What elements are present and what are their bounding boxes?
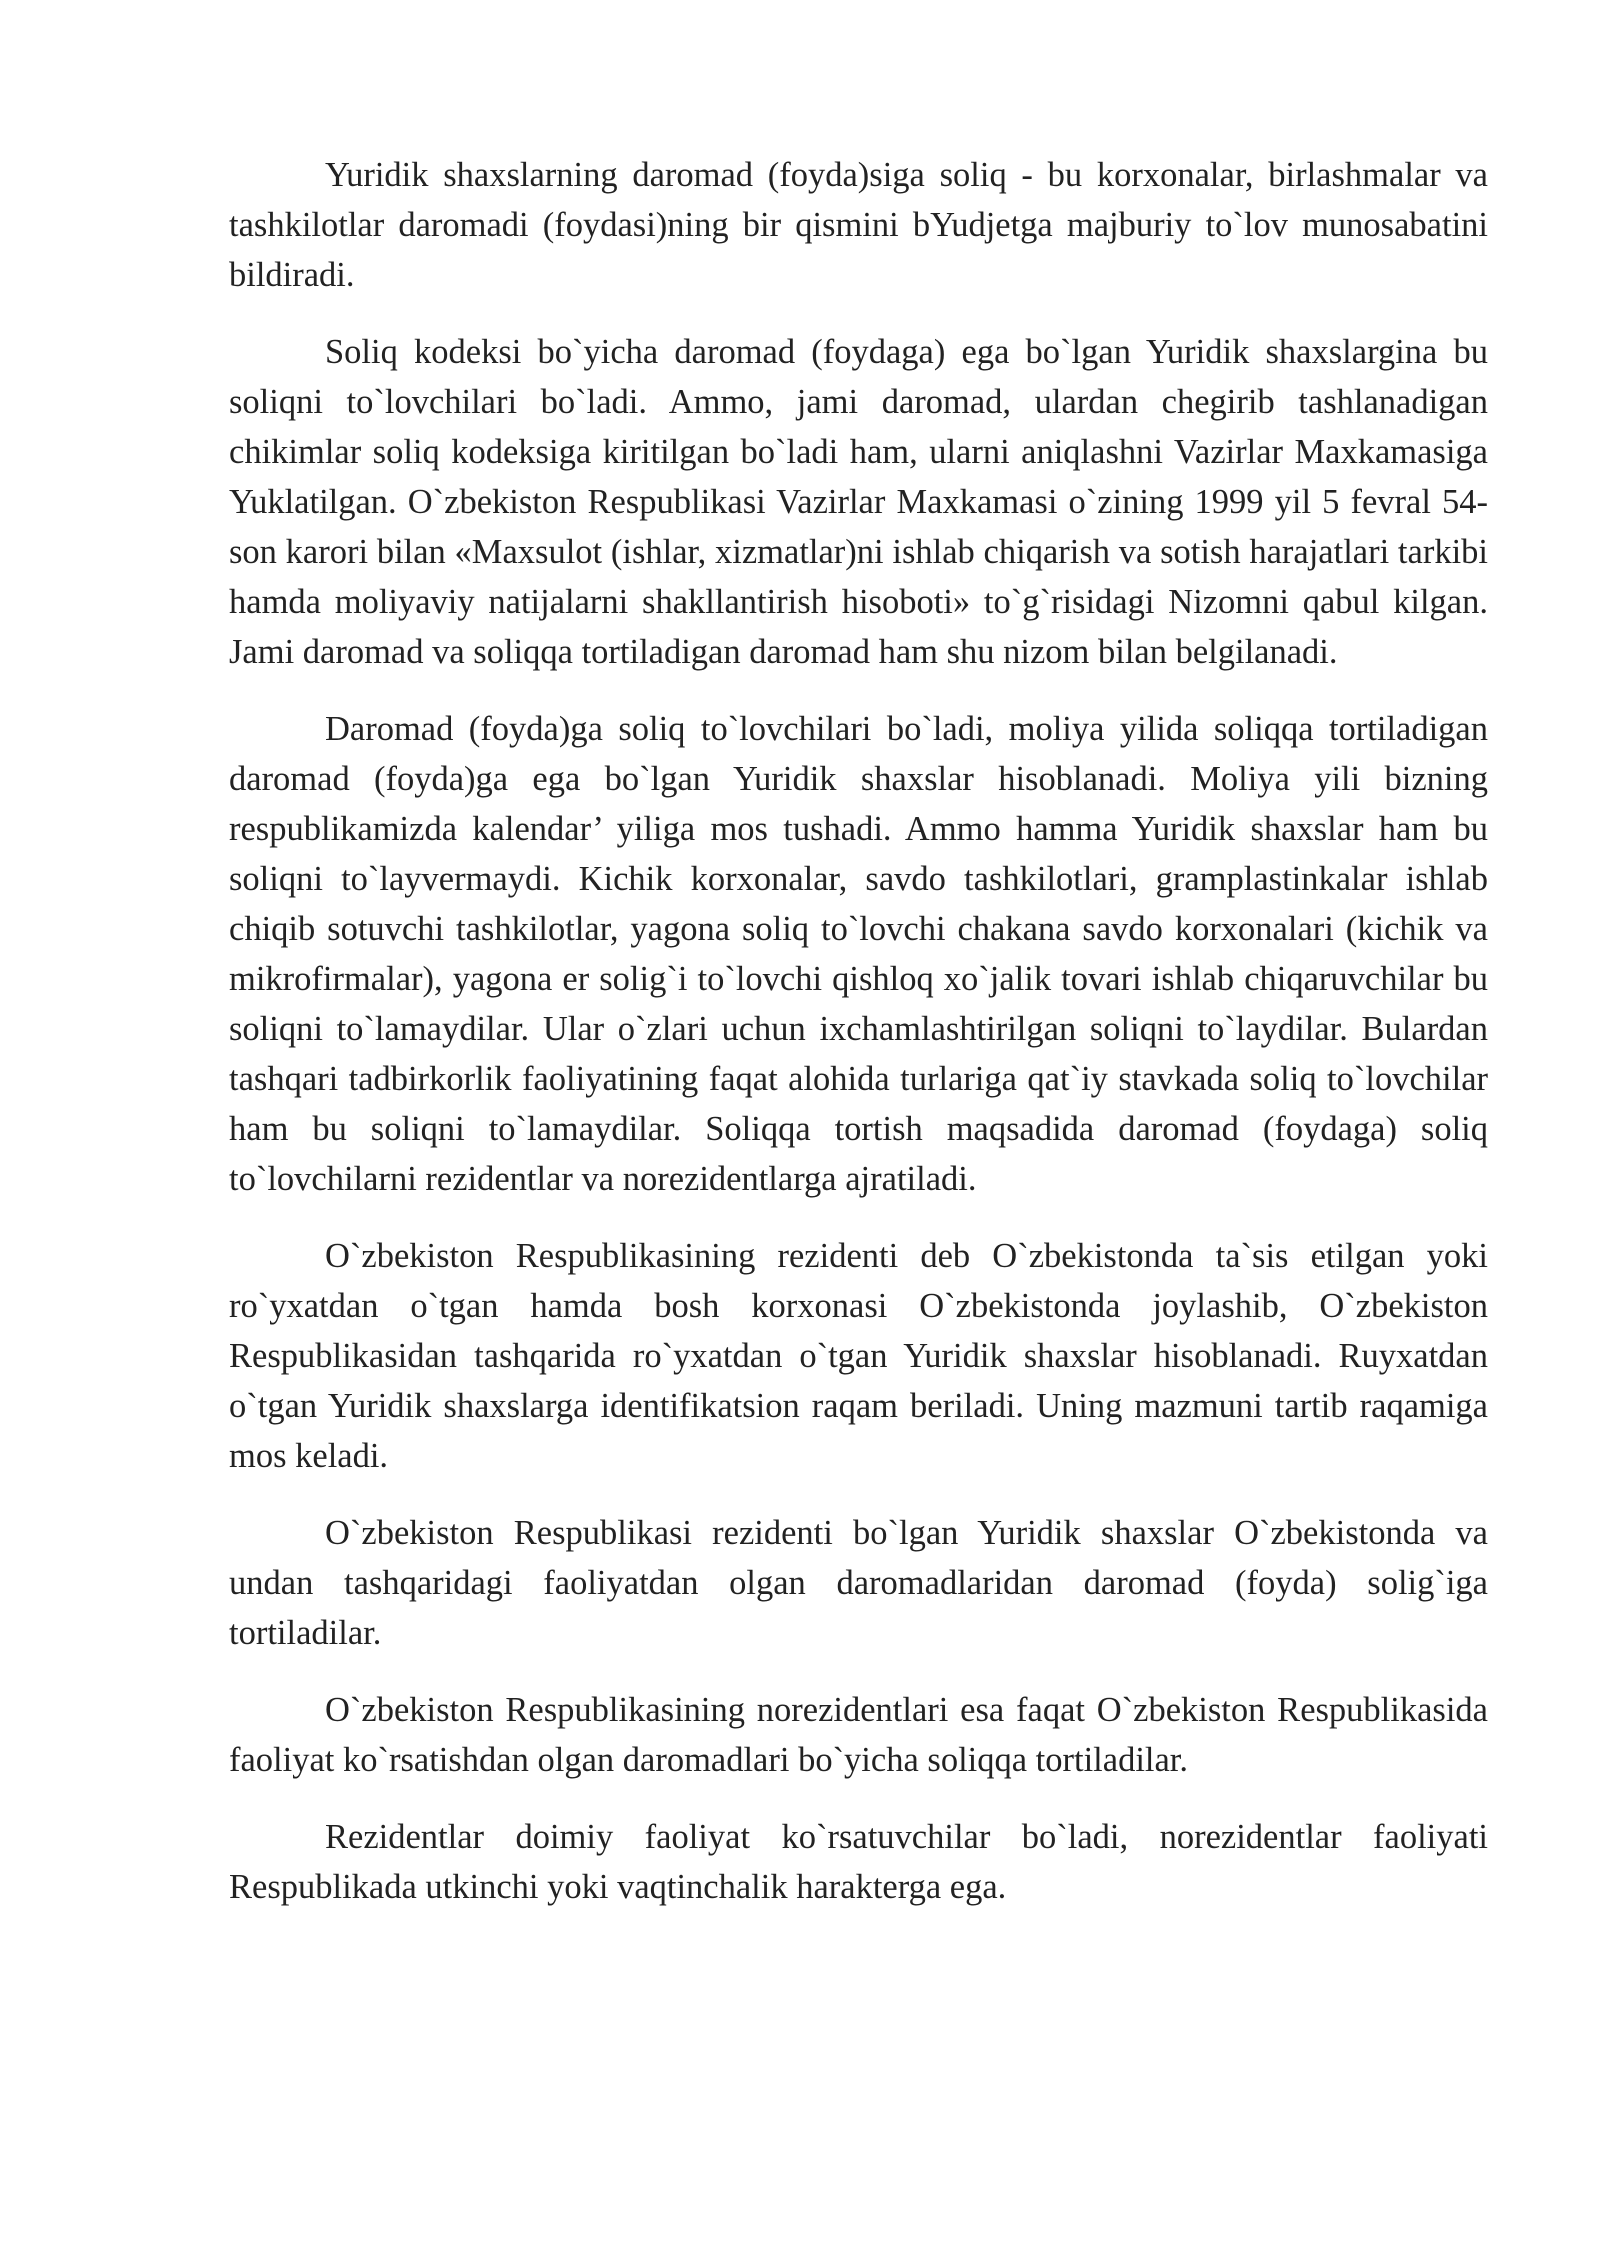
paragraph-4: O`zbekiston Respublikasining rezidenti deb O`zbekistonda ta`sis etilgan yoki ro`yxatdan o`tgan hamda bosh korxonasi O`zbekistonda joylashib, O`zbekiston Respublikasidan tashqarida ro`yxatdan o`tgan Yuridik shaxslar hisoblanadi. Ruyxatdan o`tgan Yuridik shaxslarga identifikatsion raqam beriladi. Uning mazmuni tartib raqamiga mos keladi.	[229, 1237, 1488, 1475]
paragraph-5: O`zbekiston Respublikasi rezidenti bo`lgan Yuridik shaxslar O`zbekistonda va undan tashqaridagi faoliyatdan olgan daromadlaridan daromad (foyda) solig`iga tortiladilar.	[229, 1514, 1488, 1652]
paragraph-6: O`zbekiston Respublikasining norezidentlari esa faqat O`zbekiston Respublikasida faoliyat ko`rsatishdan olgan daromadlari bo`yicha soliqqa tortiladilar.	[229, 1691, 1488, 1779]
paragraph-7: Rezidentlar doimiy faoliyat ko`rsatuvchilar bo`ladi, norezidentlar faoliyati Respublikada utkinchi yoki vaqtinchalik harakterga ega.	[229, 1818, 1488, 1906]
paragraph-2: Soliq kodeksi bo`yicha daromad (foydaga) ega bo`lgan Yuridik shaxslargina bu soliqni to`lovchilari bo`ladi. Ammo, jami daromad, ulardan chegirib tashlanadigan chikimlar soliq kodeksiga kiritilgan bo`ladi ham, ularni aniqlashni Vazirlar Maxkamasiga Yuklatilgan. O`zbekiston Respublikasi Vazirlar Maxkamasi o`zining 1999 yil 5 fevral 54-son karori bilan «Maxsulot (ishlar, xizmatlar)ni ishlab chiqarish va sotish harajatlari tarkibi hamda moliyaviy natijalarni shakllantirish hisoboti» to`g`risidagi Nizomni qabul kilgan. Jami daromad va soliqqa tortiladigan daromad ham shu nizom bilan belgilanadi.	[229, 333, 1488, 671]
document-body	[229, 150, 1488, 1939]
paragraph-3: Daromad (foyda)ga soliq to`lovchilari bo`ladi, moliya yilida soliqqa tortiladigan daromad (foyda)ga ega bo`lgan Yuridik shaxslar hisoblanadi. Moliya yili bizning respublikamizda kalendar’ yiliga mos tushadi. Ammo hamma Yuridik shaxslar ham bu soliqni to`layvermaydi. Kichik korxonalar, savdo tashkilotlari, gramplastinkalar ishlab chiqib sotuvchi tashkilotlar, yagona soliq to`lovchi chakana savdo korxonalari (kichik va mikrofirmalar), yagona er solig`i to`lovchi qishloq xo`jalik tovari ishlab chiqaruvchilar bu soliqni to`lamaydilar. Ular o`zlari uchun ixchamlashtirilgan soliqni to`laydilar. Bulardan tashqari tadbirkorlik faoliyatining faqat alohida turlariga qat`iy stavkada soliq to`lovchilar ham bu soliqni to`lamaydilar. Soliqqa tortish maqsadida daromad (foydaga) soliq to`lovchilarni rezidentlar va norezidentlarga ajratiladi.	[229, 710, 1488, 1198]
paragraph-1: Yuridik shaxslarning daromad (foyda)siga soliq - bu korxonalar, birlashmalar va tashkilotlar daromadi (foydasi)ning bir qismini bYudjetga majburiy to`lov munosabatini bildiradi.	[229, 156, 1488, 294]
